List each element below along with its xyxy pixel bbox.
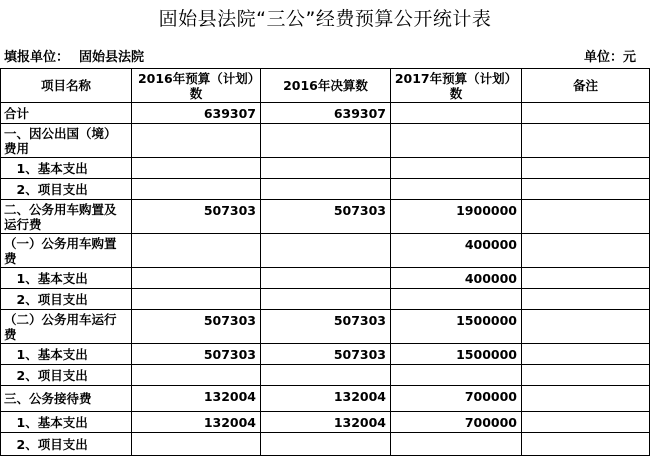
header-item-name[interactable]: 项目名称 (1, 69, 132, 103)
row-2017-budget[interactable] (391, 433, 522, 456)
table-row (1, 289, 650, 310)
row-note[interactable] (522, 344, 650, 365)
row-2017-budget[interactable] (391, 103, 522, 124)
row-2016-budget[interactable] (132, 433, 261, 456)
report-meta (0, 38, 650, 68)
row-2016-final[interactable]: 507303 (261, 200, 391, 234)
row-note[interactable] (522, 268, 650, 289)
row-2017-budget[interactable] (391, 179, 522, 200)
row-2016-budget[interactable]: 507303 (132, 200, 261, 234)
row-2017-budget[interactable]: 1900000 (391, 200, 522, 234)
row-2016-budget[interactable]: 507303 (132, 344, 261, 365)
row-note[interactable] (522, 103, 650, 124)
header-2017-budget[interactable]: 2017年预算（计划）数 (391, 69, 522, 103)
fill-unit (4, 46, 144, 65)
row-2016-final[interactable]: 507303 (261, 344, 391, 365)
budget-table (0, 68, 650, 456)
row-2017-budget[interactable] (391, 365, 522, 386)
table-row (1, 412, 650, 433)
row-2016-final[interactable]: 132004 (261, 412, 391, 433)
row-name[interactable]: 2、项目支出 (1, 365, 132, 386)
row-2016-final[interactable]: 507303 (261, 310, 391, 344)
row-2016-budget[interactable]: 132004 (132, 412, 261, 433)
row-2016-final[interactable]: 639307 (261, 103, 391, 124)
row-2016-budget[interactable]: 639307 (132, 103, 261, 124)
row-note[interactable] (522, 412, 650, 433)
row-note[interactable] (522, 365, 650, 386)
row-name[interactable]: 三、公务接待费 (1, 386, 132, 412)
fill-unit-label: 填报单位： (4, 50, 70, 65)
currency-unit: 单位：元 (583, 50, 636, 65)
row-2017-budget[interactable] (391, 158, 522, 179)
page-title: 固始县法院“三公”经费预算公开统计表 (158, 8, 492, 30)
row-2017-budget[interactable] (391, 124, 522, 158)
row-2016-final[interactable] (261, 289, 391, 310)
table-row (1, 234, 650, 268)
table-row (1, 179, 650, 200)
row-2017-budget[interactable]: 1500000 (391, 344, 522, 365)
row-note[interactable] (522, 124, 650, 158)
row-2016-final[interactable] (261, 433, 391, 456)
row-2016-final[interactable] (261, 234, 391, 268)
row-note[interactable] (522, 310, 650, 344)
row-name[interactable]: 1、基本支出 (1, 158, 132, 179)
row-name[interactable]: （一）公务用车购置费 (1, 234, 132, 268)
row-2016-final[interactable] (261, 158, 391, 179)
table-row (1, 344, 650, 365)
row-2017-budget[interactable]: 700000 (391, 386, 522, 412)
row-2016-budget[interactable]: 507303 (132, 310, 261, 344)
table-row (1, 158, 650, 179)
table-row (1, 124, 650, 158)
row-name[interactable]: 2、项目支出 (1, 433, 132, 456)
row-2016-final[interactable]: 132004 (261, 386, 391, 412)
row-2016-final[interactable] (261, 179, 391, 200)
row-note[interactable] (522, 200, 650, 234)
row-note[interactable] (522, 433, 650, 456)
row-2016-budget[interactable] (132, 365, 261, 386)
row-name[interactable]: 1、基本支出 (1, 268, 132, 289)
row-note[interactable] (522, 289, 650, 310)
row-2016-budget[interactable] (132, 179, 261, 200)
header-2016-budget[interactable]: 2016年预算（计划）数 (132, 69, 261, 103)
row-2016-budget[interactable] (132, 234, 261, 268)
table-row (1, 268, 650, 289)
row-name[interactable]: 2、项目支出 (1, 179, 132, 200)
fill-unit-org: 固始县法院 (79, 50, 145, 65)
row-2017-budget[interactable]: 700000 (391, 412, 522, 433)
table-row (1, 310, 650, 344)
row-2017-budget[interactable]: 400000 (391, 268, 522, 289)
row-note[interactable] (522, 179, 650, 200)
table-row (1, 365, 650, 386)
row-note[interactable] (522, 234, 650, 268)
row-name[interactable]: 一、因公出国（境）费用 (1, 124, 132, 158)
row-name[interactable]: 1、基本支出 (1, 344, 132, 365)
header-2016-final[interactable]: 2016年决算数 (261, 69, 391, 103)
table-row (1, 103, 650, 124)
row-2016-budget[interactable] (132, 124, 261, 158)
row-2016-budget[interactable] (132, 289, 261, 310)
row-2016-final[interactable] (261, 365, 391, 386)
row-note[interactable] (522, 158, 650, 179)
row-2017-budget[interactable]: 1500000 (391, 310, 522, 344)
row-name[interactable]: 2、项目支出 (1, 289, 132, 310)
row-name[interactable]: （二）公务用车运行费 (1, 310, 132, 344)
table-row (1, 200, 650, 234)
row-2016-budget[interactable] (132, 158, 261, 179)
row-2016-budget[interactable]: 132004 (132, 386, 261, 412)
table-header-row (1, 69, 650, 103)
row-name[interactable]: 合计 (1, 103, 132, 124)
row-name[interactable]: 1、基本支出 (1, 412, 132, 433)
row-name[interactable]: 二、公务用车购置及运行费 (1, 200, 132, 234)
table-row (1, 433, 650, 456)
row-2016-final[interactable] (261, 268, 391, 289)
table-row (1, 386, 650, 412)
row-2016-budget[interactable] (132, 268, 261, 289)
row-note[interactable] (522, 386, 650, 412)
row-2017-budget[interactable] (391, 289, 522, 310)
row-2016-final[interactable] (261, 124, 391, 158)
row-2017-budget[interactable]: 400000 (391, 234, 522, 268)
header-note[interactable]: 备注 (522, 69, 650, 103)
